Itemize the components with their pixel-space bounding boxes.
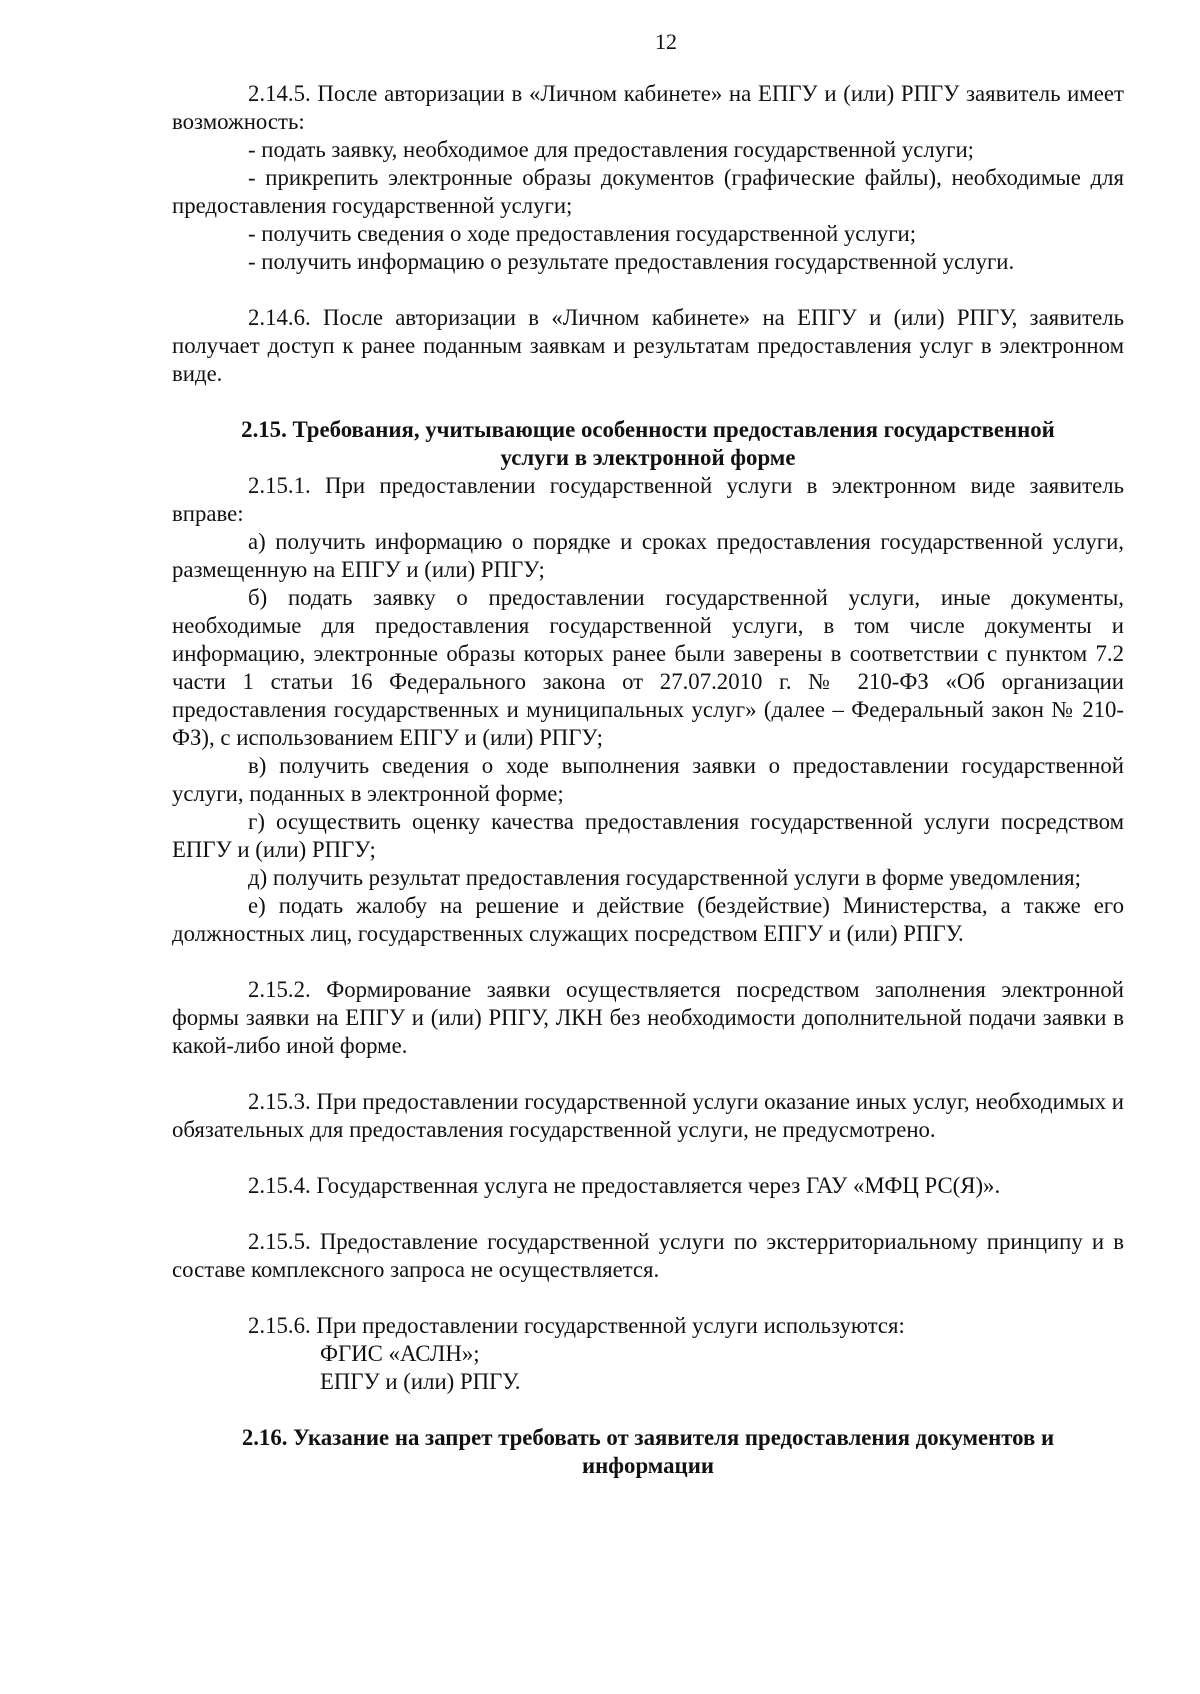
document-page [172,28,1124,1480]
heading-line: информации [582,1453,714,1478]
list-item: - подать заявку, необходимое для предоставления государственной услуги; [248,137,975,162]
paragraph-2-15-3: 2.15.3. При предоставлении государственной услуги оказание иных услуг, необходимых и обязательных для предоставления государственной услуги, не предусмотрено. [172,1089,1124,1142]
list-item: - прикрепить электронные образы документов (графические файлы), необходимые для предоставления государственной услуги; [172,165,1124,218]
paragraph-2-15-1-intro: 2.15.1. При предоставлении государственной услуги в электронном виде заявитель вправе: [172,473,1124,526]
list-item: д) получить результат предоставления государственной услуги в форме уведомления; [248,865,1081,890]
heading-line: услуги в электронной форме [500,445,796,470]
page-number: 12 [655,29,677,54]
list-item: е) подать жалобу на решение и действие (бездействие) Министерства, а также его должностных лиц, государственных служащих посредством ЕПГУ и (или) РПГУ. [172,893,1124,946]
paragraph-2-14-5-intro: 2.14.5. После авторизации в «Личном кабинете» на ЕПГУ и (или) РПГУ заявитель имеет возможность: [172,81,1124,134]
paragraph-2-15-2: 2.15.2. Формирование заявки осуществляется посредством заполнения электронной формы заявки на ЕПГУ и (или) РПГУ, ЛКН без необходимости дополнительной подачи заявки в какой-либо иной форме. [172,977,1124,1058]
list-item: б) подать заявку о предоставлении государственной услуги, иные документы, необходимые для предоставления государственной услуги, в том числе документы и информацию, электронные образы которых ранее были заверены в соответствии с пунктом 7.2 части 1 статьи 16 Федерального закона от 27.07.2010 г. № 210-ФЗ «Об организации предоставления государственных и муниципальных услуг» (далее – Федеральный закон № 210-ФЗ), с использованием ЕПГУ и (или) РПГУ; [172,585,1124,750]
list-item: - получить информацию о результате предоставления государственной услуги. [248,249,1015,274]
paragraph-2-15-5: 2.15.5. Предоставление государственной услуги по экстерриториальному принципу и в составе комплексного запроса не осуществляется. [172,1229,1124,1282]
list-item: - получить сведения о ходе предоставления государственной услуги; [248,221,917,246]
list-item: а) получить информацию о порядке и сроках предоставления государственной услуги, размещенную на ЕПГУ и (или) РПГУ; [172,529,1124,582]
list-item: г) осуществить оценку качества предоставления государственной услуги посредством ЕПГУ и (или) РПГУ; [172,809,1124,862]
heading-line: 2.15. Требования, учитывающие особенности предоставления государственной [241,417,1055,442]
heading-line: 2.16. Указание на запрет требовать от заявителя предоставления документов и [241,1425,1055,1450]
paragraph-2-15-6-intro: 2.15.6. При предоставлении государственной услуги используются: [248,1313,905,1338]
list-item: ЕПГУ и (или) РПГУ. [320,1369,521,1394]
section-heading-2-15 [172,416,1124,472]
paragraph-2-15-4: 2.15.4. Государственная услуга не предоставляется через ГАУ «МФЦ РС(Я)». [248,1173,1001,1198]
list-item: в) получить сведения о ходе выполнения заявки о предоставлении государственной услуги, поданных в электронной форме; [172,753,1124,806]
list-item: ФГИС «АСЛН»; [320,1341,480,1366]
paragraph-2-14-6: 2.14.6. После авторизации в «Личном кабинете» на ЕПГУ и (или) РПГУ, заявитель получает доступ к ранее поданным заявкам и результатам предоставления услуг в электронном виде. [172,305,1124,386]
section-heading-2-16 [172,1424,1124,1480]
